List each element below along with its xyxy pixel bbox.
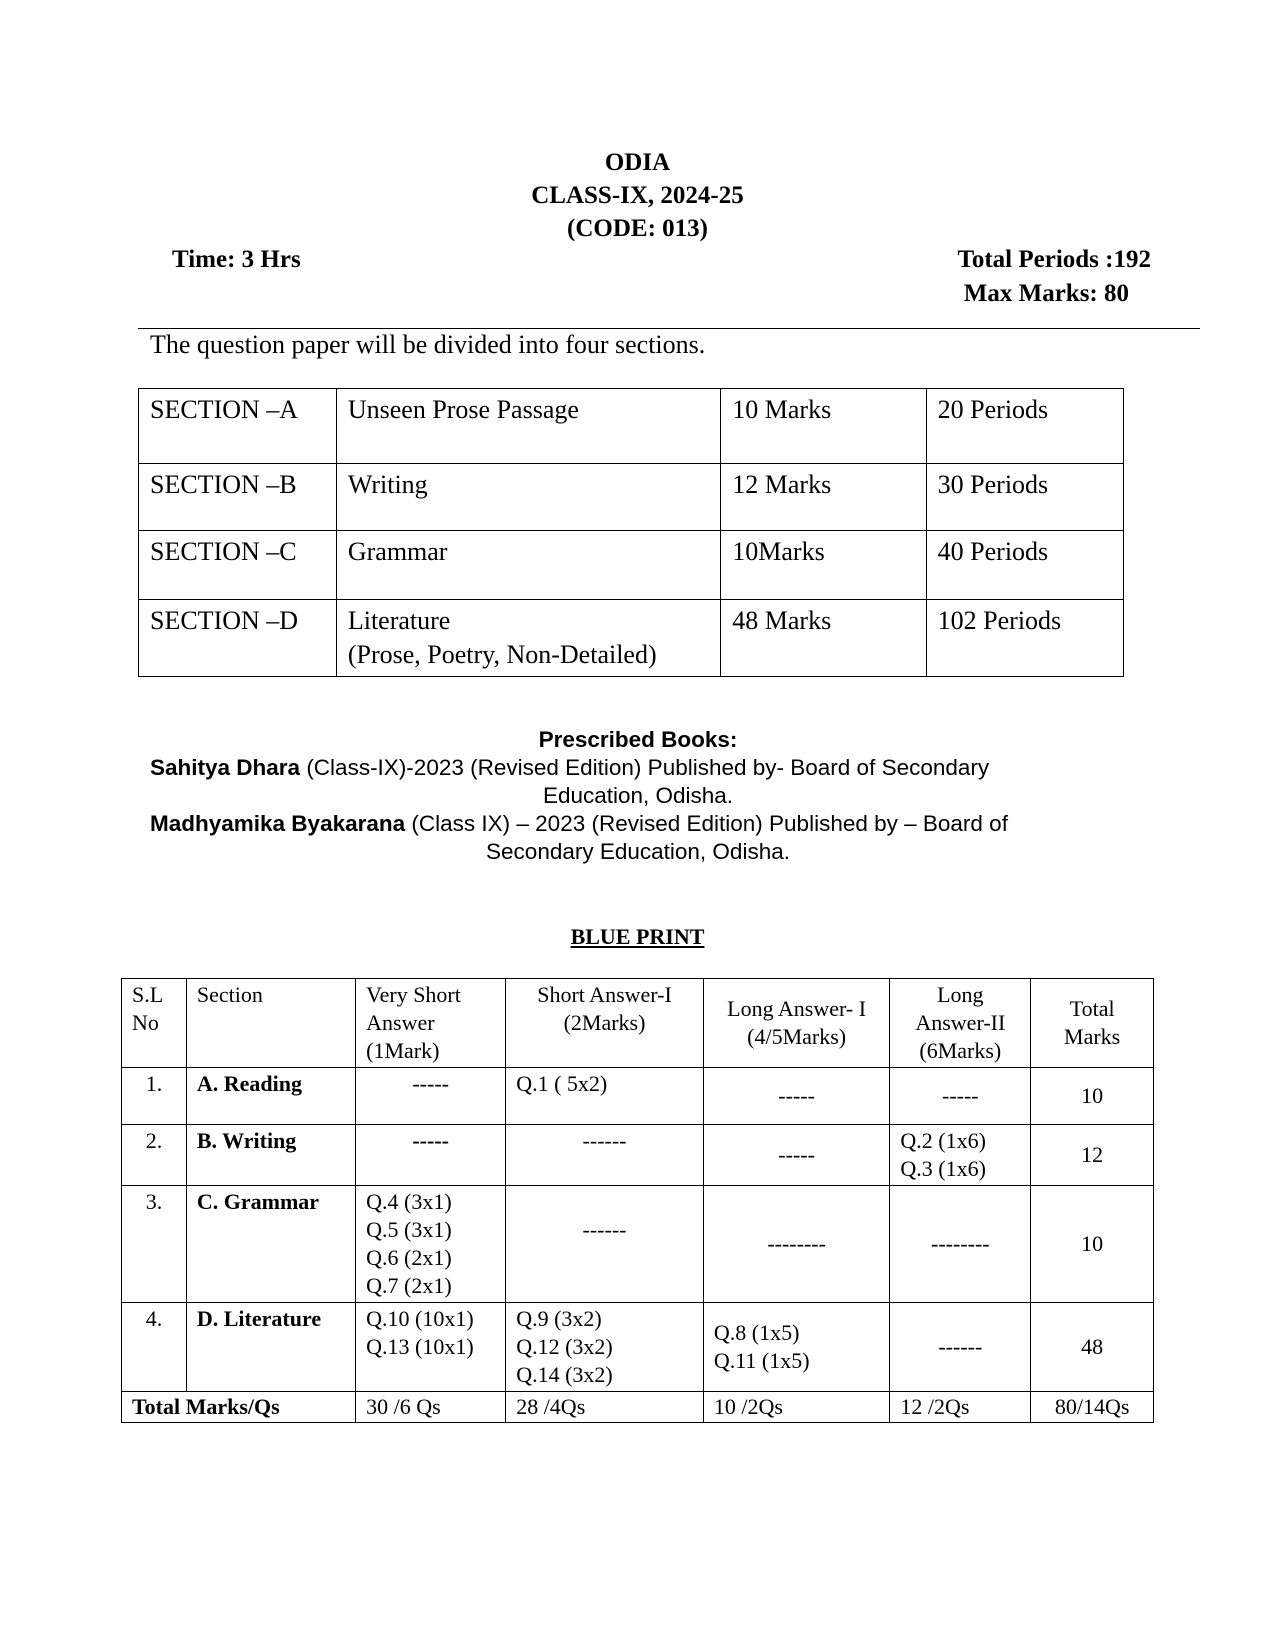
table-row (139, 600, 1124, 677)
row-sl: 1. (122, 1068, 187, 1125)
section-marks: 10 Marks (721, 389, 926, 464)
header-la2-line2: Answer-II (915, 1010, 1006, 1035)
class-year: CLASS-IX, 2024-25 (531, 182, 744, 209)
row-section: B. Writing (186, 1125, 355, 1186)
header-vsa-line1: Very Short (366, 982, 461, 1007)
row-la1 (703, 1068, 890, 1125)
cell-line: ----- (778, 1083, 815, 1108)
header-la1 (703, 979, 890, 1068)
section-periods: 102 Periods (926, 600, 1123, 677)
row-la2 (890, 1125, 1031, 1186)
max-marks: Max Marks: 80 (963, 280, 1129, 307)
cell-line: Q.4 (3x1) (366, 1189, 452, 1214)
cell-line: Q.6 (2x1) (366, 1245, 452, 1270)
row-section: C. Grammar (186, 1186, 355, 1303)
book-2-details: (Class IX) – 2023 (Revised Edition) Published by – Board of (405, 811, 1008, 836)
book-2-cont: Secondary Education, Odisha. (486, 839, 790, 864)
book-2-name: Madhyamika Byakarana (150, 811, 406, 836)
section-marks: 48 Marks (721, 600, 926, 677)
header-section: Section (186, 979, 355, 1068)
totals-sa: 28 /4Qs (506, 1392, 704, 1423)
cell-line: Q.7 (2x1) (366, 1273, 452, 1298)
books-heading: Prescribed Books: (538, 727, 738, 752)
table-row (139, 531, 1124, 600)
cell-line: -------- (931, 1231, 990, 1256)
cell-line: ----- (778, 1142, 815, 1167)
cell-line: Q.5 (3x1) (366, 1217, 452, 1242)
section-topic: Unseen Prose Passage (336, 389, 720, 464)
header-total (1031, 979, 1154, 1068)
table-row (122, 1068, 1154, 1125)
section-marks: 12 Marks (721, 464, 926, 531)
book-2 (138, 810, 1138, 838)
cell-line: Q.10 (10x1) (366, 1306, 474, 1331)
header-divider (138, 328, 1200, 329)
header-sa-line2: (2Marks) (563, 1010, 646, 1035)
section-topic-line2: (Prose, Poetry, Non-Detailed) (347, 640, 657, 669)
section-marks: 10Marks (721, 531, 926, 600)
cell-line: ------ (938, 1334, 983, 1359)
header-sa (506, 979, 704, 1068)
subject-code: (CODE: 013) (567, 215, 708, 242)
cell-line: ----- (942, 1083, 979, 1108)
row-sa (506, 1303, 704, 1392)
header-vsa-line3: (1Mark) (366, 1038, 440, 1063)
section-name: SECTION –B (139, 464, 337, 531)
total-periods: Total Periods :192 (957, 246, 1151, 273)
section-name: SECTION –A (139, 389, 337, 464)
cell-line: ------ (582, 1217, 627, 1242)
book-1-cont: Education, Odisha. (542, 783, 734, 808)
table-row (139, 464, 1124, 531)
section-periods: 30 Periods (926, 464, 1123, 531)
prescribed-books (138, 726, 1138, 866)
header-vsa-line2: Answer (366, 1010, 435, 1035)
row-total: 10 (1031, 1186, 1154, 1303)
table-header-row (122, 979, 1154, 1068)
header-slno-line1: S.L (132, 982, 164, 1007)
book-1 (138, 754, 1138, 782)
header-vsa (356, 979, 506, 1068)
row-vsa (356, 1068, 506, 1125)
row-sl: 3. (122, 1186, 187, 1303)
row-la1 (703, 1125, 890, 1186)
row-total: 10 (1031, 1068, 1154, 1125)
cell-line: Q.11 (1x5) (713, 1348, 810, 1373)
totals-la1: 10 /2Qs (703, 1392, 890, 1423)
section-topic (336, 600, 720, 677)
table-row (122, 1303, 1154, 1392)
intro-text: The question paper will be divided into four sections. (150, 330, 706, 359)
exam-time: Time: 3 Hrs (172, 246, 301, 273)
row-total: 48 (1031, 1303, 1154, 1392)
row-sl: 4. (122, 1303, 187, 1392)
row-sl: 2. (122, 1125, 187, 1186)
row-la2 (890, 1303, 1031, 1392)
header-la1-line2: (4/5Marks) (747, 1024, 847, 1049)
blueprint-title: BLUE PRINT (570, 924, 705, 949)
subject-title: ODIA (604, 149, 671, 176)
table-row (122, 1125, 1154, 1186)
row-section: D. Literature (186, 1303, 355, 1392)
section-periods: 40 Periods (926, 531, 1123, 600)
cell-line: -------- (767, 1231, 826, 1256)
sections-table (138, 388, 1124, 677)
table-row (139, 389, 1124, 464)
row-la2 (890, 1068, 1031, 1125)
blueprint-table (121, 978, 1154, 1423)
cell-line: Q.8 (1x5) (713, 1320, 800, 1345)
totals-vsa: 30 /6 Qs (356, 1392, 506, 1423)
book-1-details: (Class-IX)-2023 (Revised Edition) Published by- Board of Secondary (300, 755, 990, 780)
cell-line: Q.3 (1x6) (900, 1156, 986, 1181)
section-periods: 20 Periods (926, 389, 1123, 464)
totals-total: 80/14Qs (1031, 1392, 1154, 1423)
header-sa-line1: Short Answer-I (537, 982, 672, 1007)
section-name: SECTION –C (139, 531, 337, 600)
header-total-line2: Marks (1064, 1024, 1121, 1049)
cell-line: Q.12 (3x2) (516, 1334, 613, 1359)
row-section: A. Reading (186, 1068, 355, 1125)
cell-line: Q.2 (1x6) (900, 1128, 986, 1153)
row-la1 (703, 1186, 890, 1303)
header-la1-line1: Long Answer- I (727, 996, 867, 1021)
table-row (122, 1186, 1154, 1303)
header-la2 (890, 979, 1031, 1068)
row-total: 12 (1031, 1125, 1154, 1186)
book-1-name: Sahitya Dhara (150, 755, 301, 780)
totals-la2: 12 /2Qs (890, 1392, 1031, 1423)
section-topic: Writing (336, 464, 720, 531)
row-la1 (703, 1303, 890, 1392)
header-slno (122, 979, 187, 1068)
header-la2-line1: Long (937, 982, 984, 1007)
cell-line: Q.14 (3x2) (516, 1362, 613, 1387)
header-total-line1: Total (1069, 996, 1115, 1021)
cell-line: ----- (412, 1071, 449, 1096)
row-sa (506, 1186, 704, 1303)
row-sa (506, 1068, 704, 1125)
cell-line: ----- (412, 1128, 449, 1153)
totals-label: Total Marks/Qs (122, 1392, 356, 1423)
row-sa (506, 1125, 704, 1186)
cell-line: ------ (582, 1128, 627, 1153)
header-slno-line2: No (132, 1010, 159, 1035)
row-la2 (890, 1186, 1031, 1303)
row-vsa (356, 1303, 506, 1392)
row-vsa (356, 1186, 506, 1303)
cell-line: Q.1 ( 5x2) (516, 1071, 608, 1096)
section-topic-line1: Literature (347, 606, 451, 635)
totals-row (122, 1392, 1154, 1423)
row-vsa (356, 1125, 506, 1186)
section-name: SECTION –D (139, 600, 337, 677)
header-la2-line3: (6Marks) (919, 1038, 1002, 1063)
cell-line: Q.9 (3x2) (516, 1306, 602, 1331)
section-topic: Grammar (336, 531, 720, 600)
cell-line: Q.13 (10x1) (366, 1334, 474, 1359)
